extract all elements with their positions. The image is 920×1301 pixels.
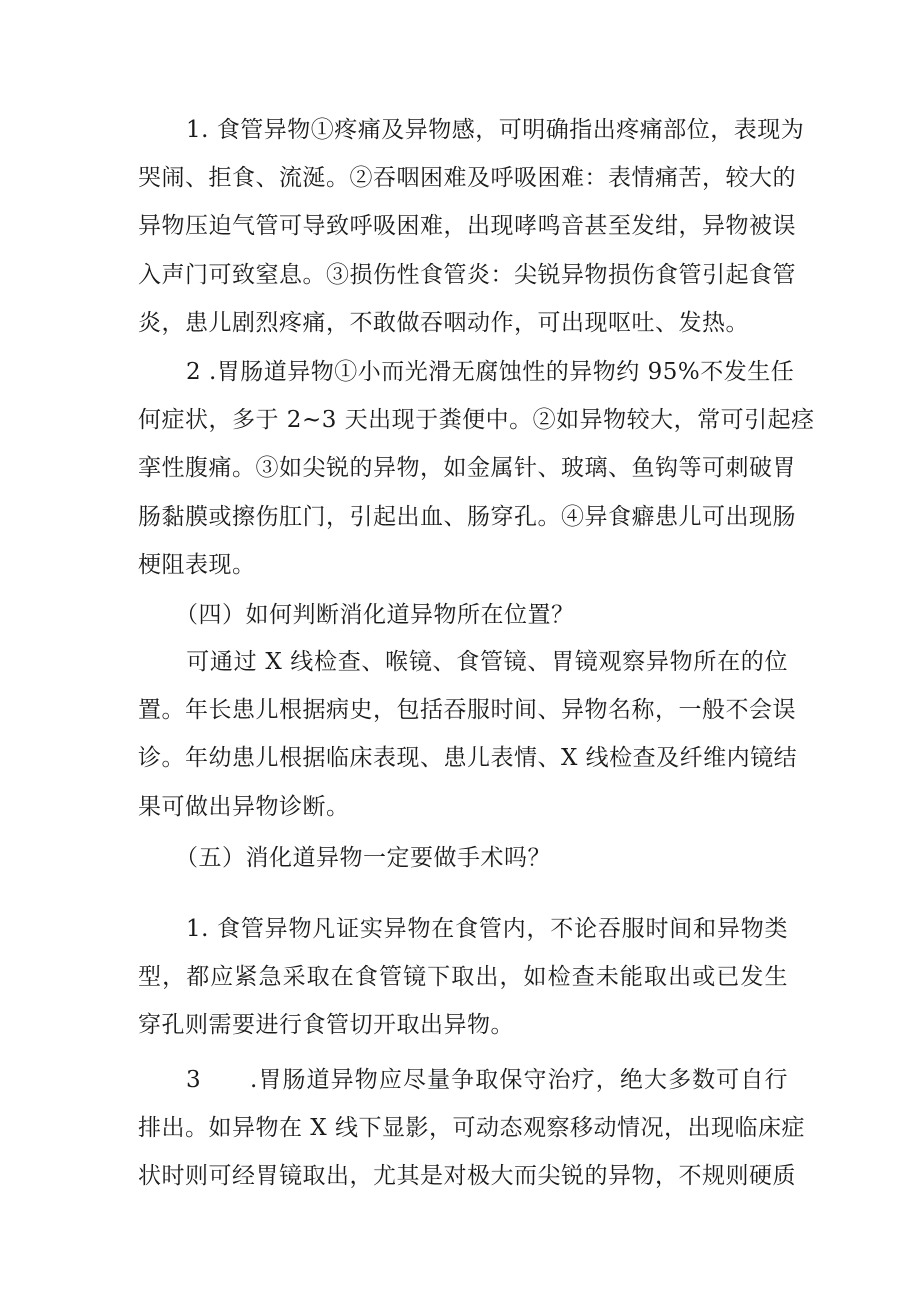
text-line: 梗阻表现。 <box>138 551 256 578</box>
text-line: 排出。如异物在 X 线下显影，可动态观察移动情况，出现临床症 <box>138 1115 805 1142</box>
section-heading-surgery-required: （五）消化道异物一定要做手术吗？ <box>175 845 551 871</box>
text-line: 2 .胃肠道异物①小而光滑无腐蚀性的异物约 95%不发生任 <box>186 359 795 385</box>
paragraph-gastrointestinal-foreign-body-symptoms <box>138 348 815 589</box>
text-line: 挛性腹痛。③如尖锐的异物，如金属针、玻璃、鱼钩等可刺破胃 <box>138 455 796 482</box>
text-line: 何症状，多于 2~3 天出现于粪便中。②如异物较大，常可引起痉 <box>138 407 815 434</box>
paragraph-diagnosis <box>138 638 798 831</box>
text-line: 状时则可经胃镜取出，尤其是对极大而尖锐的异物，不规则硬质 <box>138 1163 796 1190</box>
text-line: 入声门可致窒息。③损伤性食管炎：尖锐异物损伤食管引起食管 <box>138 261 796 288</box>
text-line: 哭闹、拒食、流涎。②吞咽困难及呼吸困难：表情痛苦，较大的 <box>138 165 796 192</box>
text-line: 诊。年幼患儿根据临床表现、患儿表情、X 线检查及纤维内镜结 <box>138 745 798 772</box>
text-line: 1. 食管异物①疼痛及异物感，可明确指出疼痛部位，表现为 <box>186 117 805 143</box>
text-line: 炎，患儿剧烈疼痛，不敢做吞咽动作，可出现呕吐、发热。 <box>138 309 749 336</box>
section-heading-locate-foreign-body: （四）如何判断消化道异物所在位置？ <box>175 602 575 628</box>
text-line: 型，都应紧急采取在食管镜下取出，如检查未能取出或已发生 <box>138 964 788 991</box>
text-line: 1. 食管异物凡证实异物在食管内，不论吞服时间和异物类 <box>186 916 788 942</box>
text-line: 果可做出异物诊断。 <box>138 793 350 820</box>
text-line: 可通过 X 线检查、喉镜、食管镜、胃镜观察异物所在的位 <box>186 649 788 675</box>
paragraph-esophageal-foreign-body-symptoms <box>138 106 805 347</box>
text-line: 异物压迫气管可导致呼吸困难，出现哮鸣音甚至发绀，异物被误 <box>138 213 796 240</box>
text-line: 穿孔则需要进行食管切开取出异物。 <box>138 1012 514 1039</box>
text-line: 肠黏膜或擦伤肛门，引起出血、肠穿孔。④异食癖患儿可出现肠 <box>138 503 796 530</box>
text-line: 3 .胃肠道异物应尽量争取保守治疗，绝大多数可自行 <box>186 1067 788 1093</box>
text-line: 置。年长患儿根据病史，包括吞服时间、异物名称，一般不会误 <box>138 697 796 724</box>
paragraph-esophageal-treatment <box>138 905 788 1050</box>
paragraph-gastrointestinal-treatment <box>138 1056 805 1201</box>
